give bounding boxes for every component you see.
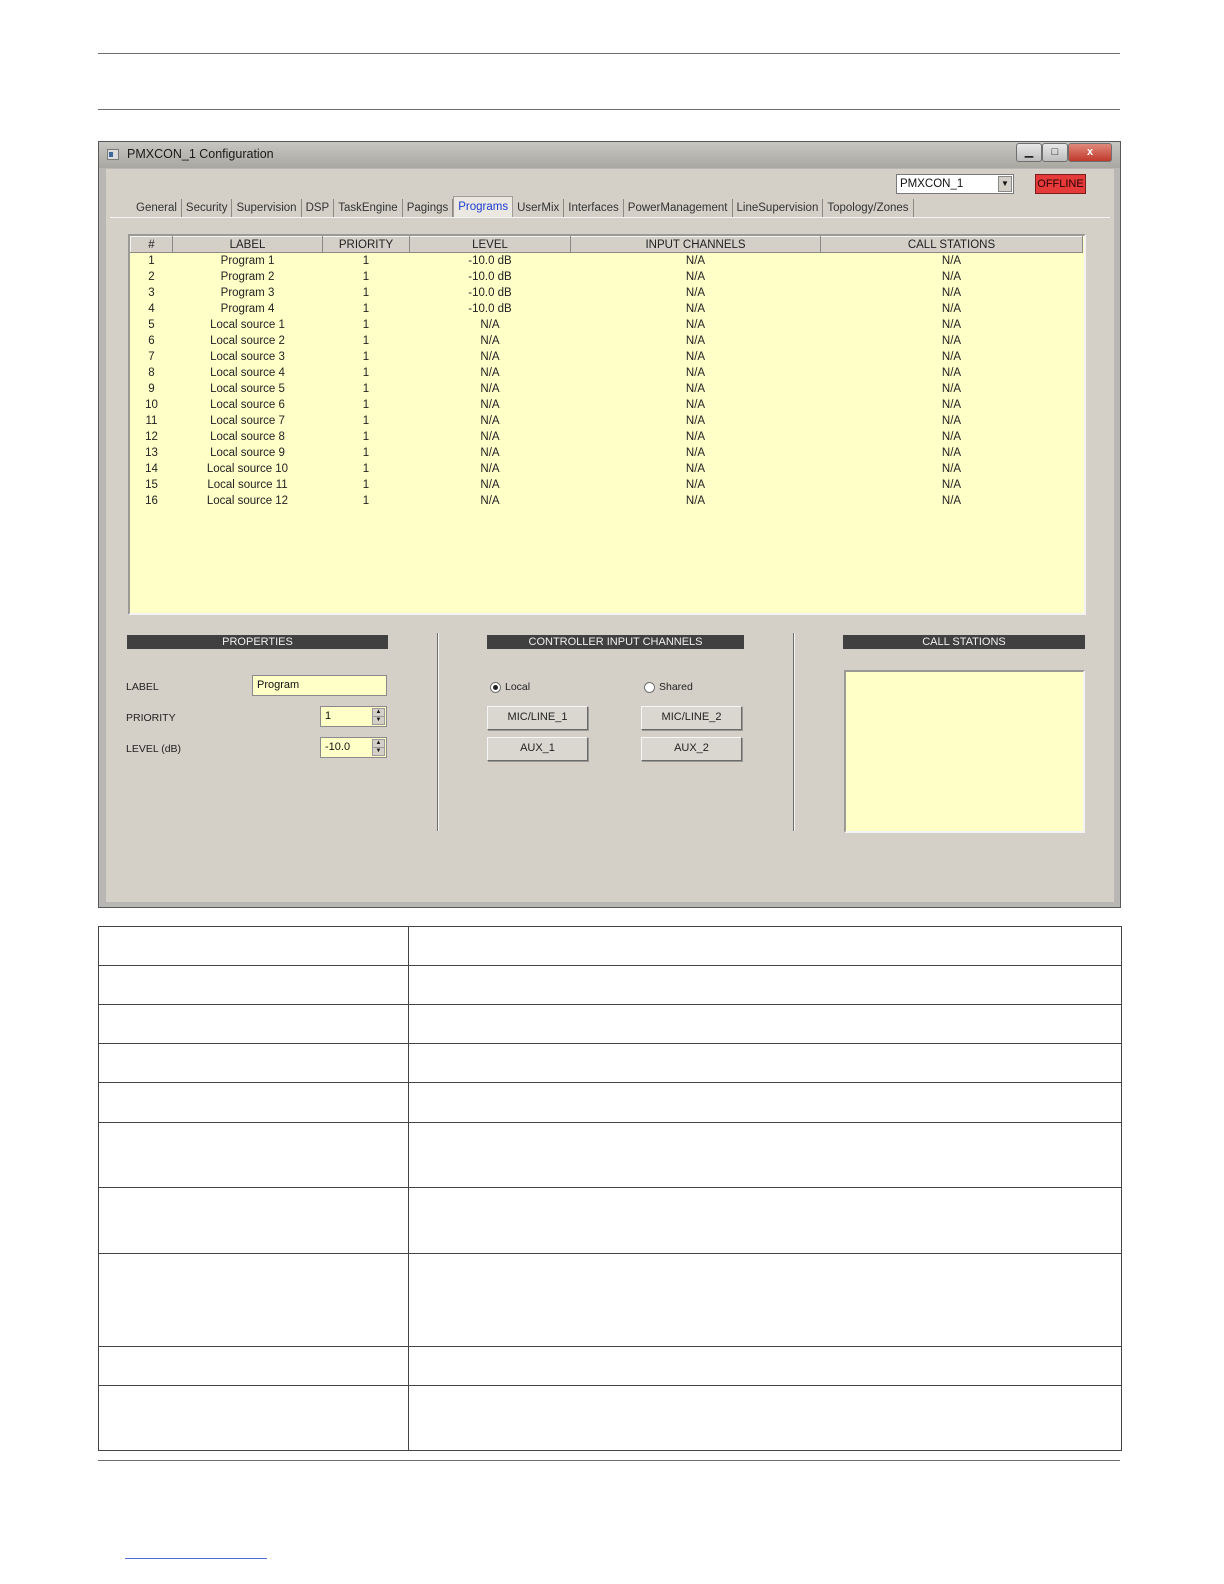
call-stations-list[interactable] <box>844 670 1085 833</box>
table-cell: N/A <box>941 302 962 315</box>
table-cell: N/A <box>941 366 962 379</box>
table-cell: Local source 12 <box>206 494 289 507</box>
table-cell: N/A <box>685 270 706 283</box>
priority-value: 1 <box>325 710 332 722</box>
table-row[interactable] <box>131 381 1083 397</box>
properties-header: PROPERTIES <box>127 635 388 649</box>
tab-usermix[interactable]: UserMix <box>513 199 564 218</box>
aux-2-button[interactable]: AUX_2 <box>641 737 742 761</box>
table-cell: N/A <box>480 478 500 491</box>
table-row[interactable] <box>131 397 1083 413</box>
table-cell: N/A <box>685 350 706 363</box>
table-cell: N/A <box>941 398 962 411</box>
table-cell: 1 <box>362 302 370 315</box>
table-row[interactable] <box>131 461 1083 477</box>
tab-programs[interactable]: Programs <box>453 196 513 218</box>
table-cell: -10.0 dB <box>468 270 512 283</box>
table-row[interactable] <box>131 333 1083 349</box>
table-cell: N/A <box>941 446 962 459</box>
table-row[interactable] <box>131 301 1083 317</box>
window-client-area <box>106 169 1114 902</box>
table-cell: N/A <box>480 430 500 443</box>
table-cell <box>99 1083 409 1123</box>
table-cell: Program 3 <box>220 286 275 299</box>
table-cell: 8 <box>148 366 155 379</box>
table-cell: 13 <box>145 446 158 459</box>
table-cell: N/A <box>685 286 706 299</box>
tab-topology-zones[interactable]: Topology/Zones <box>823 199 913 218</box>
table-cell <box>99 966 409 1005</box>
table-cell: 1 <box>362 478 370 491</box>
table-cell: N/A <box>685 414 706 427</box>
table-cell <box>409 1188 1122 1254</box>
app-icon <box>107 149 119 160</box>
table-cell: 3 <box>148 286 155 299</box>
table-cell: Local source 9 <box>210 446 285 459</box>
level-value: -10.0 <box>325 741 351 753</box>
table-cell: N/A <box>480 446 500 459</box>
table-cell: Local source 7 <box>210 414 285 427</box>
table-row <box>99 1123 1122 1188</box>
tab-taskengine[interactable]: TaskEngine <box>334 199 402 218</box>
tab-supervision[interactable]: Supervision <box>232 199 301 218</box>
table-cell: 1 <box>362 254 370 267</box>
table-row[interactable] <box>131 269 1083 285</box>
table-cell: Local source 10 <box>206 462 289 475</box>
table-cell: 1 <box>362 350 370 363</box>
label-input[interactable]: Program <box>252 675 387 696</box>
shared-radio[interactable] <box>644 682 655 693</box>
table-row[interactable] <box>131 477 1083 493</box>
table-cell <box>99 1188 409 1254</box>
table-cell <box>99 1386 409 1451</box>
table-cell: Local source 2 <box>210 334 285 347</box>
table-row <box>99 1386 1122 1451</box>
table-cell: Local source 3 <box>210 350 285 363</box>
table-cell: N/A <box>480 382 500 395</box>
table-cell: N/A <box>685 494 706 507</box>
maximize-button[interactable]: □ <box>1042 143 1068 162</box>
table-row[interactable] <box>131 317 1083 333</box>
local-radio-label: Local <box>505 681 531 693</box>
table-cell: N/A <box>941 350 962 363</box>
table-cell: N/A <box>480 462 500 475</box>
label-caption: LABEL <box>126 681 159 693</box>
table-cell: 1 <box>362 446 370 459</box>
configuration-window <box>98 141 1121 908</box>
table-cell: N/A <box>480 350 500 363</box>
table-cell: 1 <box>362 494 370 507</box>
table-cell: Program 1 <box>220 254 275 267</box>
grid-header-row <box>131 237 1083 253</box>
table-cell <box>99 1005 409 1044</box>
table-cell: N/A <box>941 414 962 427</box>
table-cell: Local source 11 <box>207 478 288 491</box>
description-table <box>98 926 1122 1451</box>
spin-up-icon[interactable]: ▲ <box>372 708 385 717</box>
table-cell: 12 <box>145 430 158 443</box>
device-select-value: PMXCON_1 <box>900 178 964 190</box>
table-cell: N/A <box>941 286 962 299</box>
shared-radio-label: Shared <box>659 681 693 693</box>
table-cell: N/A <box>685 430 706 443</box>
table-cell: N/A <box>480 398 500 411</box>
table-cell: 1 <box>362 318 370 331</box>
table-cell: Local source 1 <box>210 318 285 331</box>
close-button[interactable]: x <box>1068 143 1112 162</box>
table-row[interactable] <box>131 493 1083 509</box>
tab-dsp[interactable]: DSP <box>302 199 335 218</box>
table-cell: N/A <box>941 462 962 475</box>
table-row <box>99 1083 1122 1123</box>
table-row <box>99 1044 1122 1083</box>
table-cell: 1 <box>362 462 370 475</box>
table-cell: N/A <box>941 494 962 507</box>
table-cell: N/A <box>685 318 706 331</box>
panel-separator-right <box>793 633 795 831</box>
spin-down-icon[interactable]: ▼ <box>372 716 385 725</box>
tab-interfaces[interactable]: Interfaces <box>564 199 624 218</box>
table-cell: N/A <box>685 254 706 267</box>
column-header[interactable]: INPUT CHANNELS <box>571 237 821 253</box>
table-cell <box>99 927 409 966</box>
table-cell: 11 <box>145 414 158 427</box>
call-stations-header: CALL STATIONS <box>843 635 1085 649</box>
spin-down-icon[interactable]: ▼ <box>372 747 385 756</box>
table-cell: N/A <box>941 334 962 347</box>
column-header[interactable]: LEVEL <box>410 237 571 253</box>
tab-pagings[interactable]: Pagings <box>403 199 454 218</box>
table-cell: 9 <box>148 382 155 395</box>
table-cell: 1 <box>362 270 370 283</box>
table-cell: N/A <box>941 270 962 283</box>
table-cell: N/A <box>685 398 706 411</box>
table-cell: 4 <box>148 302 155 315</box>
table-cell: N/A <box>480 414 500 427</box>
table-cell <box>409 1044 1122 1083</box>
table-cell: -10.0 dB <box>468 254 512 267</box>
column-header[interactable]: LABEL <box>173 237 323 253</box>
table-row[interactable] <box>131 365 1083 381</box>
table-cell: 1 <box>362 414 370 427</box>
table-cell <box>409 1386 1122 1451</box>
table-cell <box>409 966 1122 1005</box>
table-cell: 5 <box>148 318 155 331</box>
table-cell: 1 <box>362 398 370 411</box>
table-cell <box>409 1005 1122 1044</box>
footer-link-underline[interactable] <box>125 1558 267 1559</box>
table-cell: 10 <box>145 398 158 411</box>
table-cell: N/A <box>685 334 706 347</box>
level-stepper[interactable] <box>320 737 387 758</box>
title-bar[interactable] <box>99 142 1120 168</box>
table-cell: N/A <box>941 382 962 395</box>
status-badge: OFFLINE <box>1035 174 1086 194</box>
device-select[interactable] <box>896 174 1014 194</box>
table-cell: N/A <box>685 446 706 459</box>
column-header[interactable]: CALL STATIONS <box>821 237 1083 253</box>
aux-1-button[interactable]: AUX_1 <box>487 737 588 761</box>
tab-general[interactable]: General <box>132 199 182 218</box>
table-cell <box>409 1083 1122 1123</box>
table-cell: N/A <box>480 494 500 507</box>
table-cell: Local source 4 <box>210 366 285 379</box>
table-cell: 16 <box>145 494 158 507</box>
chevron-down-icon[interactable]: ▼ <box>998 176 1012 192</box>
table-cell: N/A <box>941 430 962 443</box>
table-cell: 7 <box>148 350 155 363</box>
table-cell: N/A <box>685 462 706 475</box>
column-header[interactable]: PRIORITY <box>323 237 410 253</box>
table-row <box>99 1254 1122 1347</box>
table-cell <box>99 1254 409 1347</box>
table-row[interactable] <box>131 413 1083 429</box>
table-cell: 1 <box>362 334 370 347</box>
table-cell: Local source 8 <box>210 430 285 443</box>
table-cell: 2 <box>148 270 155 283</box>
table-cell <box>99 1044 409 1083</box>
table-row[interactable] <box>131 429 1083 445</box>
priority-caption: PRIORITY <box>126 712 176 724</box>
spin-up-icon[interactable]: ▲ <box>372 739 385 748</box>
table-cell: Program 2 <box>220 270 275 283</box>
table-cell: N/A <box>685 478 706 491</box>
minimize-button[interactable]: ▁ <box>1016 143 1042 162</box>
table-row <box>99 966 1122 1005</box>
footer-rule <box>98 1460 1120 1461</box>
table-row[interactable] <box>131 445 1083 461</box>
table-cell: 1 <box>362 366 370 379</box>
table-cell: 15 <box>145 478 158 491</box>
table-cell: -10.0 dB <box>468 302 512 315</box>
table-cell: N/A <box>941 478 962 491</box>
table-cell: -10.0 dB <box>468 286 512 299</box>
mic-line-1-button[interactable]: MIC/LINE_1 <box>487 706 588 730</box>
table-row <box>99 927 1122 966</box>
programs-grid[interactable] <box>128 234 1086 615</box>
input-channels-header: CONTROLLER INPUT CHANNELS <box>487 635 744 649</box>
header-rule-bottom <box>98 109 1120 110</box>
column-header[interactable]: # <box>131 237 173 253</box>
table-cell: Local source 5 <box>210 382 285 395</box>
table-cell <box>409 1347 1122 1386</box>
table-cell: N/A <box>941 254 962 267</box>
tab-security[interactable]: Security <box>182 199 233 218</box>
level-caption: LEVEL (dB) <box>126 743 182 755</box>
table-cell <box>409 1123 1122 1188</box>
table-row[interactable] <box>131 285 1083 301</box>
table-cell <box>99 1347 409 1386</box>
table-cell: N/A <box>480 366 500 379</box>
table-row <box>99 1188 1122 1254</box>
table-row[interactable] <box>131 253 1083 269</box>
table-cell: Local source 6 <box>210 398 285 411</box>
table-cell: N/A <box>685 302 706 315</box>
table-cell: N/A <box>685 366 706 379</box>
table-cell: 1 <box>362 382 370 395</box>
priority-stepper[interactable] <box>320 706 387 727</box>
table-cell: N/A <box>480 318 500 331</box>
table-cell: 6 <box>148 334 155 347</box>
tab-powermanagement[interactable]: PowerManagement <box>624 199 733 218</box>
table-row <box>99 1347 1122 1386</box>
table-row <box>99 1005 1122 1044</box>
local-radio[interactable] <box>490 682 501 693</box>
table-cell <box>409 927 1122 966</box>
table-row[interactable] <box>131 349 1083 365</box>
table-cell <box>409 1254 1122 1347</box>
table-cell: Program 4 <box>220 302 275 315</box>
table-cell: 1 <box>362 286 370 299</box>
table-cell: N/A <box>480 334 500 347</box>
table-cell: 14 <box>145 462 158 475</box>
header-rule-top <box>98 53 1120 54</box>
table-cell: 1 <box>362 430 370 443</box>
mic-line-2-button[interactable]: MIC/LINE_2 <box>641 706 742 730</box>
table-cell <box>99 1123 409 1188</box>
table-cell: N/A <box>685 382 706 395</box>
window-title: PMXCON_1 Configuration <box>127 147 274 161</box>
table-cell: 1 <box>148 254 155 267</box>
tab-bar <box>132 199 914 218</box>
table-cell: N/A <box>941 318 962 331</box>
tab-divider <box>110 217 1110 218</box>
tab-linesupervision[interactable]: LineSupervision <box>733 199 824 218</box>
panel-separator-left <box>437 633 439 831</box>
